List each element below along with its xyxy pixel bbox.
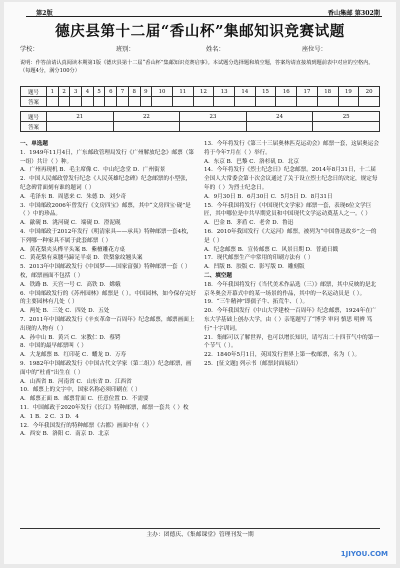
row-label: 题号: [21, 87, 47, 97]
question-text: 5．2013年中国邮政发行《中国梦——国家富强》特种邮票一套（ ）枚，邮票画面不包括（ ）: [20, 264, 191, 279]
answer-fill-row: [21, 97, 380, 107]
question-number-cell: 12: [193, 87, 214, 97]
question-number-cell: 11: [172, 87, 193, 97]
answer-cell[interactable]: [105, 97, 117, 107]
answer-cell[interactable]: [70, 97, 82, 107]
question-text: A．山西省 B．河南省 C．山东省 D．江西省: [20, 378, 132, 385]
answer-cell[interactable]: [193, 97, 214, 107]
question-text: 22．1840年5月1日，英国发行世界上第一枚邮票，名为（ ）。: [204, 352, 361, 359]
answer-cell[interactable]: [313, 122, 380, 132]
question-number-cell: 13: [214, 87, 235, 97]
question-text: 7．2011年中国邮政发行《辛亥革命一百周年》纪念邮票，邮票画面上出现的人物有（ ）: [20, 316, 195, 332]
class-field-label: 班别：: [116, 46, 135, 53]
question-text: 8．中国的最早邮票叫（ ）: [20, 343, 87, 350]
header-right: 香山集邮 第302期: [327, 10, 380, 17]
question-number-cell: 23: [180, 112, 247, 122]
question-number-cell: 24: [246, 112, 313, 122]
exam-title: 德庆县第十二届“香山杯”集邮知识竞赛试题: [55, 23, 345, 40]
question-text: A．1 B．2 C．3 D．4: [20, 413, 79, 420]
answer-cell[interactable]: [82, 97, 94, 107]
answer-cell[interactable]: [214, 97, 235, 107]
question-number-cell: 14: [235, 87, 256, 97]
question-text: A．铁路 B．天宫一号 C．高铁 D．嫦娥: [20, 281, 121, 288]
answer-cell[interactable]: [117, 97, 129, 107]
header-left: 第2版: [36, 10, 53, 17]
answer-cell[interactable]: [152, 97, 173, 107]
answer-cell[interactable]: [47, 122, 114, 132]
question-text: A．黄花梨夹头榫平头案 B．紫檀雕花方桌: [20, 246, 126, 253]
question-text: A．广州再现机 B．毛主席像 C．中山纪念堂 D．广州街景: [20, 167, 166, 174]
answer-table-2: [20, 111, 380, 132]
question-text: A．9月30日 B．6月30日 C．5月5日 D．8月31日: [204, 193, 333, 200]
answer-cell[interactable]: [338, 97, 359, 107]
row-label: 答案: [21, 97, 47, 107]
answer-number-row: [21, 112, 380, 122]
question-text: C．黄花梨有束腰马蹄足半桌 D．铁梨象纹翘头案: [20, 255, 143, 262]
section-heading: 一、单选题: [20, 141, 48, 147]
question-text: 15．今年我国将发行《中国现代文学家》邮票一套，表现6位文学巨匠，其中哪位是中共早期党员和中国现代文学运动奠基人之一。（ ）: [204, 202, 372, 218]
answer-cell[interactable]: [47, 97, 59, 107]
question-text: A．邮票正面 B．邮票背面 C．任意位置 D．不需要: [20, 396, 149, 403]
answer-cell[interactable]: [317, 97, 338, 107]
question-text: 12．今年我国发行的特种邮票《古都》画面中有（ ）: [20, 422, 152, 429]
answer-cell[interactable]: [235, 97, 256, 107]
question-text: A．毛泽东 B．周恩来 C．朱德 D．刘少奇: [20, 193, 127, 200]
question-number-cell: 8: [128, 87, 140, 97]
answer-cell[interactable]: [359, 97, 380, 107]
question-text: 16．2010年我国发行《大运河》邮票，被列为“中国鲁迅故乡”之一的是（ ）: [204, 228, 377, 244]
row-label: 题号: [21, 112, 47, 122]
question-text: A．大龙邮票 B．红印花 C．蟠龙 D．万寿: [20, 352, 127, 359]
question-text: 10．邮票上的文字中，国家名称必须印刷在（ ）: [20, 387, 141, 394]
question-number-cell: 3: [70, 87, 82, 97]
question-number-cell: 19: [338, 87, 359, 97]
question-text: A．两处 B．三处 C．四处 D．五处: [20, 308, 110, 315]
question-number-cell: 1: [47, 87, 59, 97]
answer-table-1: [20, 86, 380, 107]
question-number-cell: 25: [313, 112, 380, 122]
question-number-cell: 20: [359, 87, 380, 97]
question-text: 18．今年我国将发行《当代美术作品选（三）》邮票，其中反映的是北京冬奥会开幕式中的某一场景的作品，其中的一名运动员是（ ）。: [204, 281, 377, 297]
site-watermark: 1JIYOU.COM: [340, 550, 388, 558]
question-text: 4．中国邮政于2012年发行《明清家具——承具》特种邮票一套4枚，下列哪一种家具不属于此套邮票（ ）: [20, 228, 193, 244]
question-number-cell: 9: [140, 87, 152, 97]
question-number-cell: 21: [47, 112, 114, 122]
question-text: A．凹版 B．胶版 C．影写版 D．雕刻版: [204, 264, 305, 271]
answer-cell[interactable]: [140, 97, 152, 107]
question-text: 20．今年我国发行《中山大学建校一百周年》纪念邮票，1924年在广东大学基础上创办大学，由（ ）亲笔题写了“博学 审问 慎思 明辨 笃行”十字训词。: [204, 308, 377, 332]
question-number-cell: 22: [113, 112, 180, 122]
question-number-cell: 15: [255, 87, 276, 97]
question-text: 6．中国邮政发行的《苏州园林》邮票是（ ）。中国园林，如今保存完好的主要园林有几处（ ）: [20, 290, 196, 306]
answer-cell[interactable]: [172, 97, 193, 107]
question-text: A．纪念邮票 B．宣传邮票 C．风景日期 D．普通日戳: [204, 246, 339, 253]
question-number-cell: 5: [93, 87, 105, 97]
answer-cell[interactable]: [180, 122, 247, 132]
question-column-left: [20, 140, 196, 522]
question-text: A．歙砚 B．洮河砚 C．端砚 D．澄泥砚: [20, 220, 121, 227]
question-text: 9．1982年中国邮政发行《中国古代文学家（第二组）》纪念邮票，画面中的“杜甫”出生在（ ）: [20, 360, 192, 376]
question-text: 21．集邮可以了解世界，也可以增长知识，请写出二十四节气中的第一个节气（ ）。: [204, 334, 379, 350]
question-text: 25．[征文题] 列示书（邮票封面展出）: [204, 360, 302, 367]
school-field-label: 学校：: [20, 46, 39, 53]
question-text: 2．中国人民邮政曾发行纪念《人民英雄纪念碑》纪念邮票的小型张，纪念碑背面刻有谁的题词（ ）: [20, 176, 192, 191]
question-text: A．孙中山 B．黄兴 C．宋教仁 D．蔡锷: [20, 334, 121, 341]
answer-cell[interactable]: [113, 122, 180, 132]
row-label: 答案: [21, 122, 47, 132]
question-number-cell: 6: [105, 87, 117, 97]
instructions: 说明：作答前请认真阅读本期第1版《德庆县第十二届“香山杯”集邮知识竞赛启事》。本试题分选择题和填空题，答案均请直接填到题前表中对应的空格内。（每题4分，满分100分）: [20, 60, 374, 74]
answer-cell[interactable]: [297, 97, 318, 107]
question-text: A．巴金 B．茅盾 C．老舍 D．鲁迅: [204, 220, 294, 227]
question-number-cell: 4: [82, 87, 94, 97]
answer-cell[interactable]: [128, 97, 140, 107]
answer-cell[interactable]: [246, 122, 313, 132]
page-header: [26, 8, 382, 17]
question-number-cell: 7: [117, 87, 129, 97]
name-field-label: 姓名：: [206, 46, 225, 53]
question-text: 11．中国邮政于2020年发行《长江》特种邮票，邮票一套共（ ）枚: [20, 404, 189, 411]
question-text: A．西安 B．洛阳 C．南京 D．北京: [20, 431, 110, 438]
answer-cell[interactable]: [93, 97, 105, 107]
question-text: 3．中国邮政2006年曾发行《文房四宝》邮票，其中“文房四宝·砚”是（ ）中的珍品。: [20, 202, 191, 218]
answer-cell[interactable]: [58, 97, 70, 107]
question-text: 17．现代邮票生产中常用的印刷方法有（ ）: [204, 255, 314, 262]
question-column-right: [204, 140, 380, 520]
question-number-cell: 18: [317, 87, 338, 97]
question-number-cell: 17: [297, 87, 318, 97]
answer-cell[interactable]: [276, 97, 297, 107]
question-text: A．东京 B．巴黎 C．洛杉矶 D．北京: [204, 158, 299, 165]
answer-number-row: [21, 87, 380, 97]
question-number-cell: 10: [152, 87, 173, 97]
question-text: 19．“三牛精神”即孺子牛、拓荒牛、（ ）。: [204, 299, 309, 306]
footer-note: 主办：团德庆、《集邮课堂》管理刊发一期: [20, 528, 380, 537]
question-text: 14．今年将发行《烈士纪念日》纪念邮票。2014年8月31日，十二届全国人大常委会第十次会议通过了关于设立烈士纪念日的决定，规定每年的（ ）为烈士纪念日。: [204, 167, 378, 191]
answer-fill-row: [21, 122, 380, 132]
answer-cell[interactable]: [255, 97, 276, 107]
question-number-cell: 16: [276, 87, 297, 97]
section-heading: 二、填空题: [204, 272, 232, 279]
question-text: 1．1949年11月4日，广东邮政管理局发行《广州解放纪念》邮票（第一组）共计（ ）种。: [20, 149, 194, 165]
question-number-cell: 2: [58, 87, 70, 97]
question-text: 13．今年将发行《第三十三届奥林匹克运动会》邮票一套，这届奥运会将于今年7月在（ ）举行。: [204, 141, 379, 156]
seat-field-label: 座位号：: [302, 46, 327, 53]
